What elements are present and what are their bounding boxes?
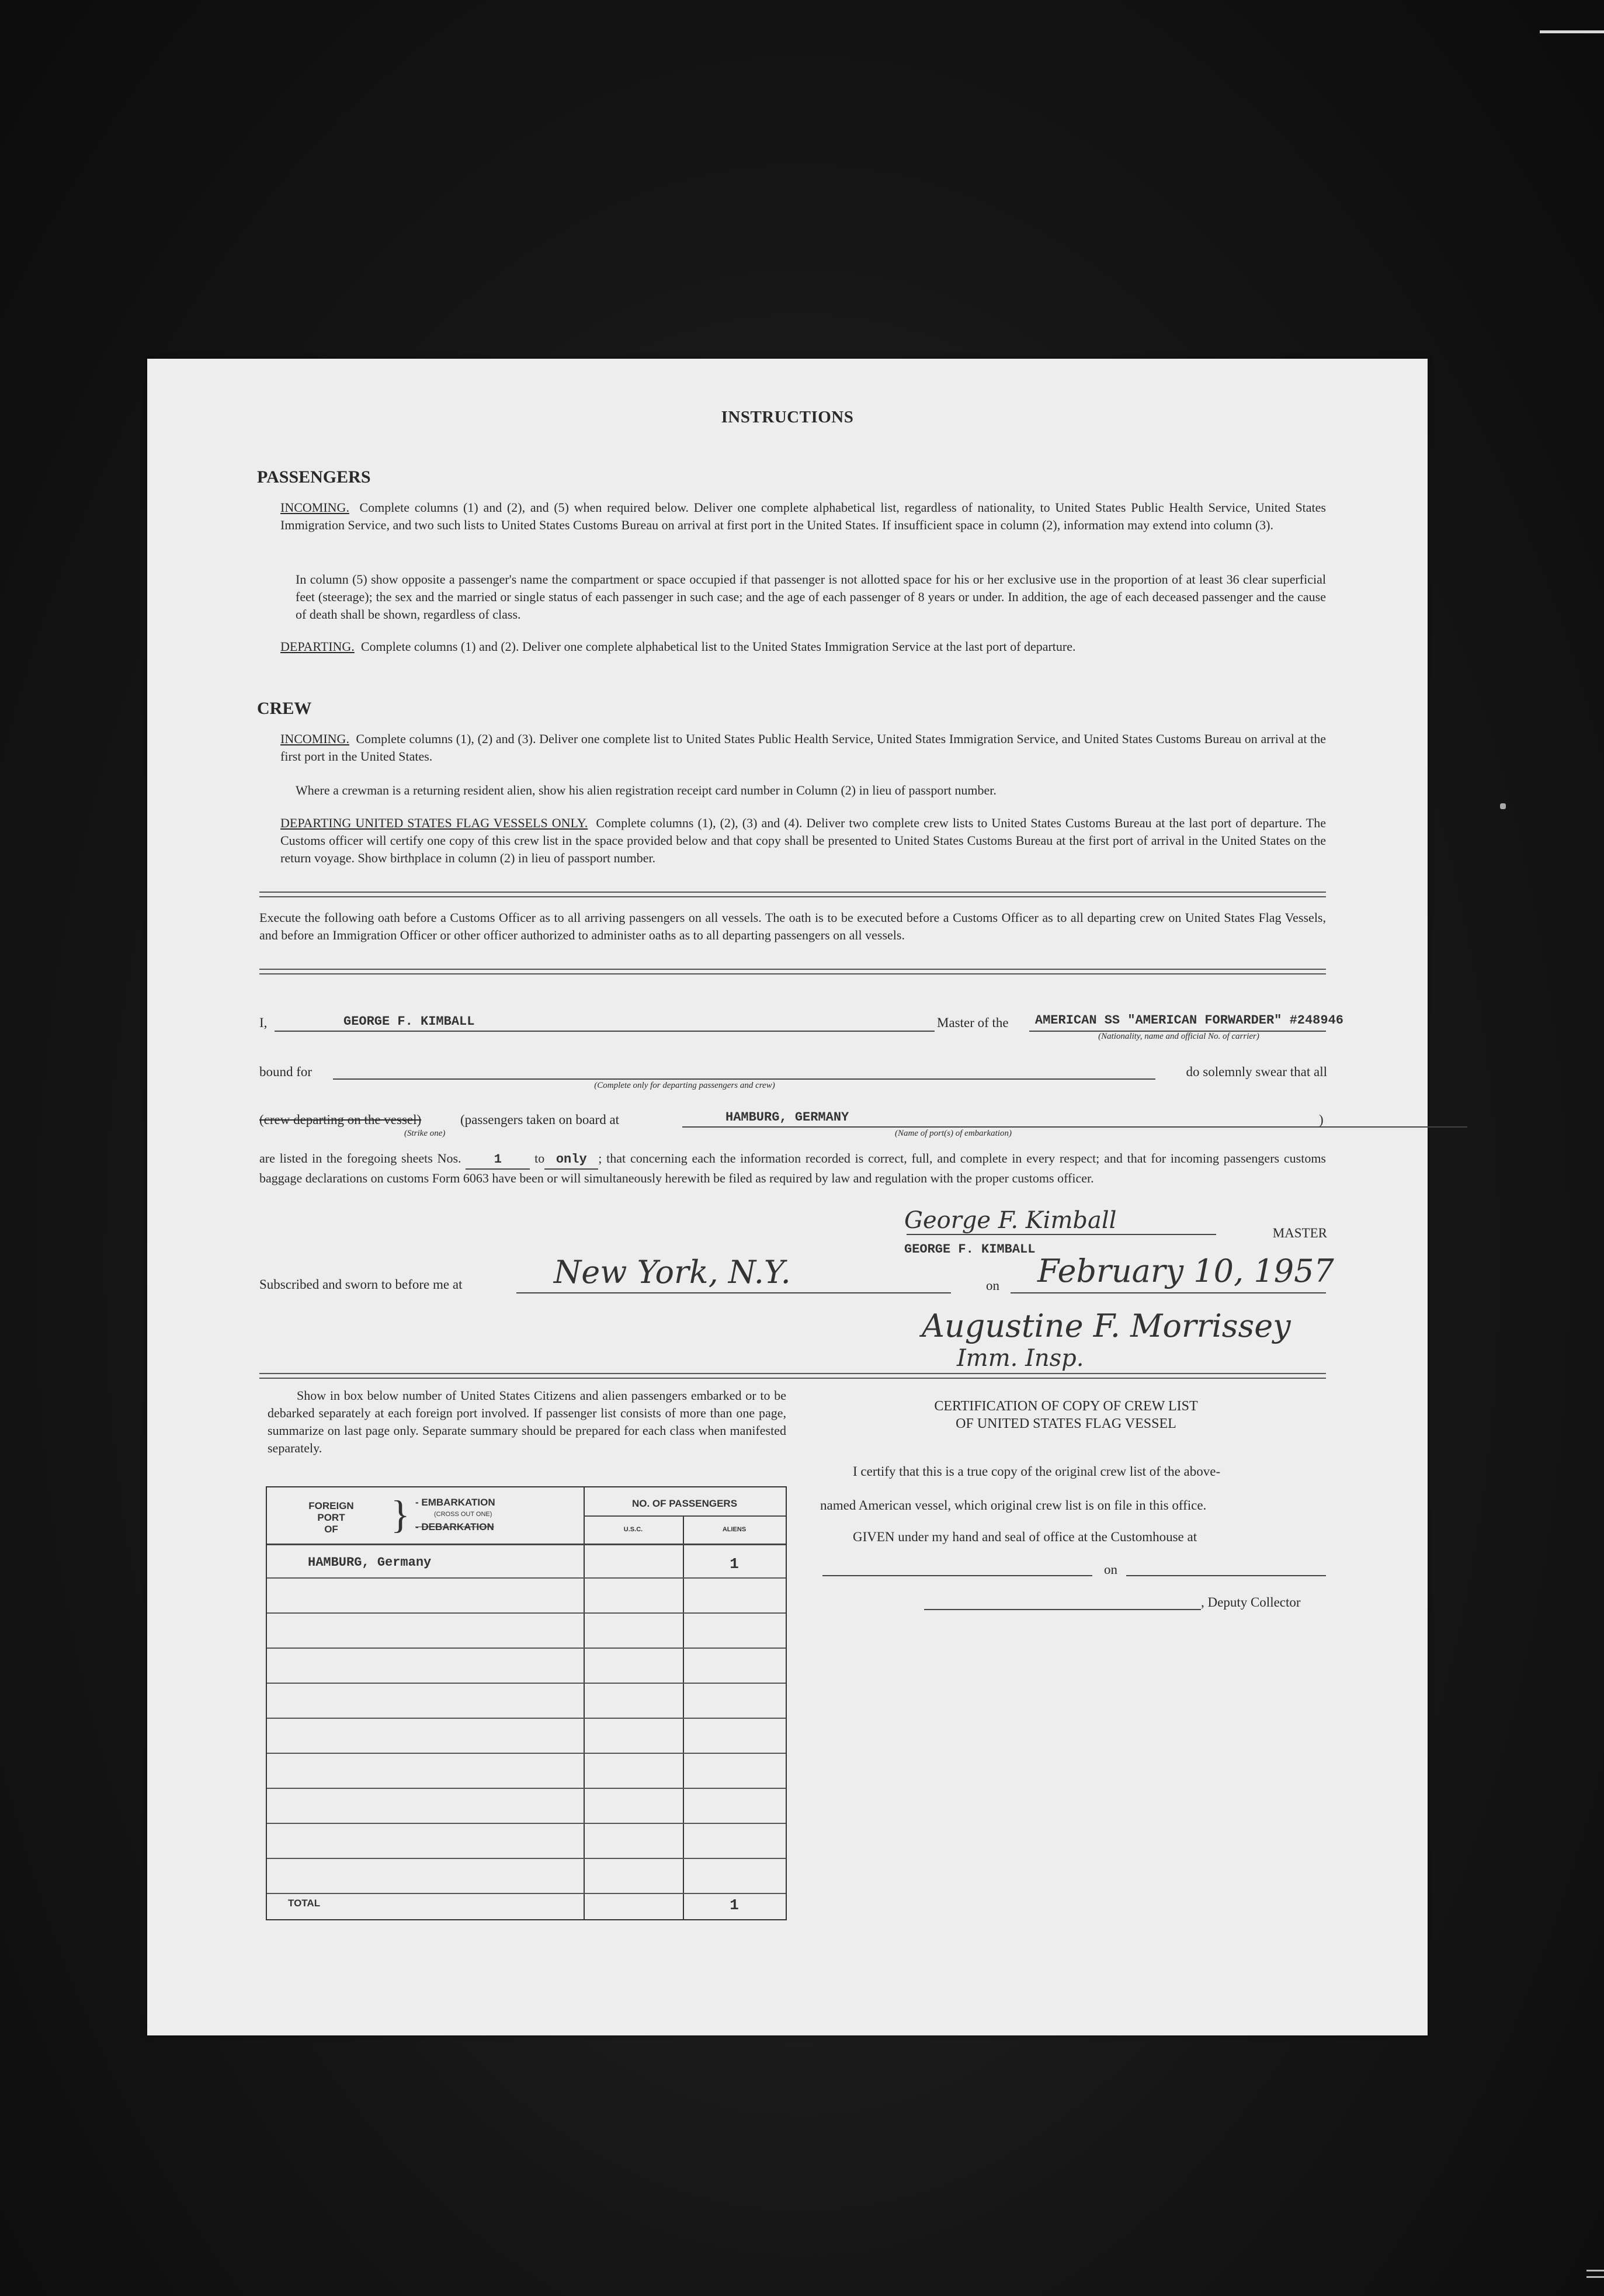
port-value: HAMBURG, GERMANY [725,1110,849,1125]
scan-edge-mark [1586,2276,1604,2278]
passengers-incoming-label: INCOMING. [280,500,349,515]
passenger-summary-table [266,1486,787,1920]
crew-resident-paragraph: Where a crewman is a returning resident alien, show his alien registration receipt card number in Column (2) in lieu of passport number. [296,783,997,797]
master-signature: George F. Kimball [904,1207,1117,1234]
deputy-collector-label: , Deputy Collector [1201,1595,1301,1610]
table-row [267,1544,786,1579]
certification-title-line2: OF UNITED STATES FLAG VESSEL [956,1416,1176,1431]
close-paren: ) [1319,1112,1324,1127]
port-line [682,1126,1467,1128]
table-row [267,1824,786,1859]
document-page [147,359,1428,2035]
certification-line3: GIVEN under my hand and seal of office at the Customhouse at [853,1529,1197,1544]
certification-title-line1: CERTIFICATION OF COPY OF CREW LIST [934,1399,1198,1414]
scan-edge-mark [1540,30,1604,33]
deputy-collector-line [924,1609,1201,1610]
port-caption: (Name of port(s) of embarkation) [895,1129,1012,1138]
crew-option-struck: (crew departing on the vessel) [259,1112,422,1127]
section-divider [259,969,1326,974]
dust-speck [1500,803,1506,809]
crew-incoming-text: Complete columns (1), (2) and (3). Deliver one complete list to United States Public Health Service, United States Immigration Service, and United States Customs Bureau on arrival at the first port in the United States. [280,731,1326,764]
swear-label: do solemnly swear that all [1186,1064,1327,1079]
vessel-caption: (Nationality, name and official No. of carrier) [1098,1032,1259,1041]
table-row [267,1789,786,1824]
strike-caption: (Strike one) [404,1129,446,1138]
oath-i-label: I, [259,1015,268,1030]
crew-departing-label: DEPARTING UNITED STATES FLAG VESSELS ONLY. [280,816,588,830]
header-of: OF [324,1524,338,1535]
table-row [267,1649,786,1684]
row-rule [267,1893,786,1894]
table-row [267,1754,786,1789]
header-foreign: FOREIGN [308,1500,354,1511]
passengers-incoming-text: Complete columns (1) and (2), and (5) when required below. Deliver one complete alphabetical list, regardless of nationality, to United States Public Health Service, United States Immigration Service, and two such lists to United States Customs Bureau on arrival at first port in the United States. If insufficient space in column (2), information may extend into column (3). [280,500,1326,532]
header-port: PORT [317,1512,345,1523]
sworn-date-line [1011,1292,1326,1293]
listed-paragraph [259,1150,1326,1187]
listed-label: are listed in the foregoing sheets Nos. [259,1151,461,1166]
passengers-departing-paragraph [280,638,1326,655]
table-row [267,1684,786,1719]
crew-heading: CREW [257,699,312,718]
master-signature-line [907,1234,1216,1235]
passengers-column5-paragraph: In column (5) show opposite a passenger's name the compartment or space occupied if that passenger is not allotted space for his or her exclusive use in the proportion of at least 36 clear superficial feet (steerage); the sex and the married or single status of each passenger in such case; and the age of each passenger of 8 years or under. In addition, the age of each deceased passenger and the cause of death shall be shown, regardless of class. [296,572,1326,622]
crew-incoming-paragraph [280,730,1326,765]
master-name-line [275,1031,935,1032]
header-cross-out: (CROSS OUT ONE) [434,1511,492,1518]
sworn-place-line [516,1292,951,1293]
header-usc: U.S.C. [623,1526,643,1533]
master-of-label: Master of the [937,1015,1009,1030]
total-label: TOTAL [288,1898,321,1909]
table-row [267,1614,786,1649]
passengers-heading: PASSENGERS [257,467,371,487]
certification-line2: named American vessel, which original crew list is on file in this office. [820,1498,1207,1513]
row-port: HAMBURG, Germany [308,1555,432,1570]
brace-glyph: } [391,1492,410,1537]
passengers-incoming-paragraph [280,499,1326,534]
to-label: to [534,1151,545,1166]
sworn-place-value: New York, N.Y. [554,1254,791,1291]
summary-instructions: Show in box below number of United States Citizens and alien passengers embarked or to be debarked separately at each foreign port involved. If passenger list consists of more than one page, summarize on last page only. Separate summary should be prepared for each class when manifested separately. [268,1388,786,1455]
master-name-value: GEORGE F. KIMBALL [343,1014,475,1029]
section-divider [259,892,1326,897]
bound-for-label: bound for [259,1064,313,1079]
vessel-value: AMERICAN SS "AMERICAN FORWARDER" #248946 [1034,1013,1343,1028]
total-aliens: 1 [730,1896,739,1914]
certification-title [806,1397,1326,1433]
header-number-of-passengers: NO. OF PASSENGERS [631,1498,738,1509]
crew-departing-text: Complete columns (1), (2), (3) and (4). Deliver two complete crew lists to United States Customs Bureau at the last port of departure. The Customs officer will certify one copy of this crew list in the space provided below and that copy shall be presented to United States Customs Bureau at the first port of arrival in the United States on the return voyage. Show birthplace in column (2) in lieu of passport number. [280,816,1327,865]
certification-line1: I certify that this is a true copy of the original crew list of the above- [853,1464,1221,1479]
passengers-option: (passengers taken on board at [460,1112,620,1127]
officer-title: Imm. Insp. [957,1345,1084,1372]
officer-signature: Augustine F. Morrissey [922,1307,1291,1344]
header-embarkation: - EMBARKATION [415,1497,495,1508]
sheet-to-value: only [544,1151,598,1170]
passengers-departing-text: Complete columns (1) and (2). Deliver one complete alphabetical list to the United States Immigration Service at the last port of departure. [360,639,1076,654]
crew-departing-paragraph [280,814,1326,867]
subscribed-label: Subscribed and sworn to before me at [259,1277,463,1292]
crew-incoming-label: INCOMING. [280,731,349,746]
bound-for-caption: (Complete only for departing passengers and crew) [594,1081,775,1090]
master-typed-name: GEORGE F. KIMBALL [904,1242,1036,1257]
page-title: INSTRUCTIONS [721,408,854,426]
table-row [267,1859,786,1894]
row-aliens: 1 [730,1555,739,1573]
table-row [267,1719,786,1754]
header-aliens: ALIENS [722,1526,747,1533]
master-label: MASTER [1272,1226,1327,1240]
sworn-on-label: on [986,1278,999,1293]
header-debarkation: - DEBARKATION [415,1521,494,1532]
certification-date-line [1126,1575,1326,1576]
scan-edge-mark [1586,2270,1604,2271]
passengers-departing-label: DEPARTING. [280,639,355,654]
table-divider [584,1515,786,1517]
sworn-date-value: February 10, 1957 [1037,1253,1334,1289]
table-row [267,1579,786,1614]
section-divider [259,1373,1326,1379]
customhouse-line [822,1575,1092,1576]
certification-on-label: on [1104,1562,1117,1577]
sheet-from-value: 1 [466,1151,530,1170]
listed-rest: ; that concerning each the information recorded is correct, full, and complete in every respect; and that for incoming passengers customs baggage declarations on customs Form 6063 have been or will simultaneously herewith be filed as required by law and regulation with the proper customs officer. [259,1151,1326,1185]
oath-instructions: Execute the following oath before a Customs Officer as to all arriving passengers on all vessels. The oath is to be executed before a Customs Officer as to all departing crew on United States Flag Vessels, and before an Immigration Officer or other officer authorized to administer oaths as to all departing passengers on all vessels. [259,910,1326,942]
